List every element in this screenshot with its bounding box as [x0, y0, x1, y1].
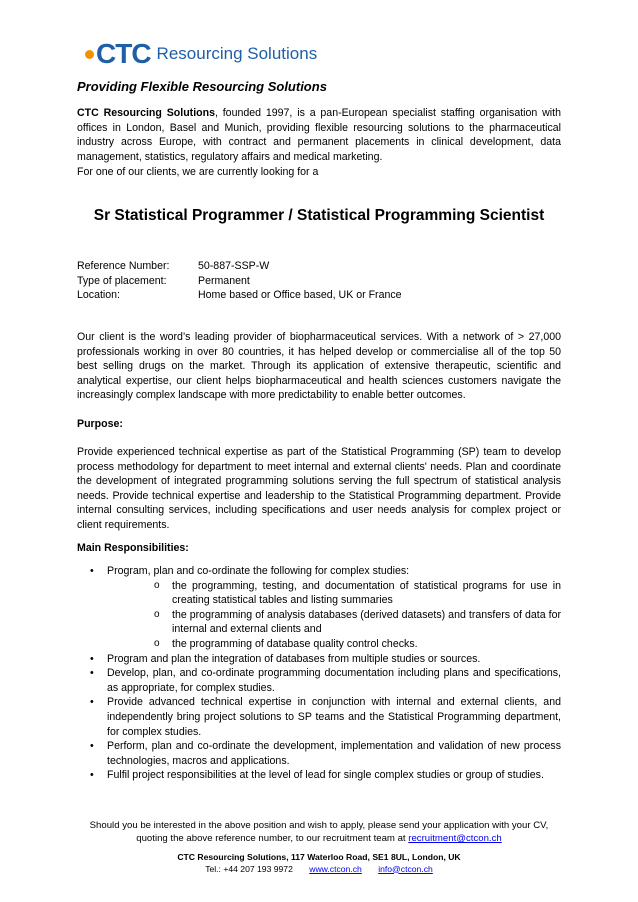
intro-paragraph — [77, 106, 561, 164]
bullet-icon: • — [90, 565, 94, 577]
client-description: Our client is the word’s leading provider of biopharmaceutical services. With a network of > 27,000 professionals working in over 80 countries, it has helped develop or commercialise all of the top 50 best selling drugs on the market. Through its application of extensive therapeutic, scientific and analytical expertise, our client helps biopharmaceutical and health sciences customers navigate the increasingly complex landscape with more predictability to enable better outcomes. — [77, 331, 561, 402]
bullet-icon: • — [90, 667, 94, 680]
list-item-text: Perform, plan and co-ordinate the development, implementation and validation of new process technologies, macros and applications. — [107, 740, 561, 767]
address-footer — [0, 852, 638, 875]
reference-row — [77, 259, 402, 274]
info-email-link[interactable]: info@ctcon.ch — [378, 863, 433, 874]
purpose-text: Provide experienced technical expertise as part of the Statistical Programming (SP) team to develop process methodology for department to meet internal and external clients' needs. Plan and coordinate the development of integrated programming solutions serving the full spectrum of statistical analysis needs. Provide technical expertise and leadership to the Statistical Programming department. Provide internal consulting services, including specifications and user needs analysis for complex project or client requirements. — [77, 446, 561, 531]
reference-label: Type of placement: — [77, 274, 167, 287]
reference-label: Location: — [77, 289, 120, 302]
recruitment-email-link[interactable]: recruitment@ctcon.ch — [408, 833, 502, 844]
sub-item-text: the programming of database quality control checks. — [172, 637, 418, 650]
list-item-text: Fulfil project responsibilities at the level of lead for single complex studies or group of studies. — [107, 769, 544, 782]
tagline: Providing Flexible Resourcing Solutions — [77, 79, 327, 94]
sub-list-item — [77, 608, 561, 637]
reference-table — [77, 259, 402, 303]
reference-value: Home based or Office based, UK or France — [198, 289, 402, 302]
intro-text: , founded 1997, is a pan-European specialist staffing organisation with offices in London, Basel and Munich, providing flexible resourcing solutions to the pharmaceutical industry across Europe, with contract and permanent placements in clinical development, data management, statistics, regulatory affairs and medical marketing. — [77, 107, 561, 163]
list-item-text: Provide advanced technical expertise in conjunction with internal and external clients, and independently bring project solutions to SP teams and the Statistical Programming department, for complex studies. — [107, 696, 561, 738]
bullet-icon: • — [90, 769, 94, 782]
bullet-icon: • — [90, 696, 94, 709]
list-item — [77, 739, 561, 768]
logo-subtitle: Resourcing Solutions — [156, 44, 318, 63]
reference-row — [77, 274, 402, 289]
apply-footer — [77, 819, 561, 845]
website-link[interactable]: www.ctcon.ch — [309, 863, 362, 874]
responsibilities-list — [77, 564, 561, 783]
list-item — [77, 695, 561, 739]
sub-list-item — [77, 579, 561, 608]
bullet-icon: • — [90, 740, 94, 753]
list-item-text: Program, plan and co-ordinate the following for complex studies: — [107, 565, 410, 577]
list-item — [77, 652, 561, 667]
reference-value: 50-887-SSP-W — [198, 260, 270, 272]
sub-list-container — [77, 579, 561, 652]
job-title: Sr Statistical Programmer / Statistical Programming Scientist — [93, 207, 545, 224]
bullet-icon: • — [90, 652, 94, 665]
apply-text: Should you be interested in the above position and wish to apply, please send your application with your CV, quoting the above reference number, to our recruitment team at — [89, 820, 549, 844]
list-item — [77, 564, 561, 579]
circle-bullet-icon: o — [154, 637, 160, 649]
sub-list-item — [77, 637, 561, 652]
circle-bullet-icon: o — [154, 579, 160, 591]
logo-dot-icon — [85, 50, 94, 59]
logo-brand: CTC — [96, 38, 151, 69]
reference-label: Reference Number: — [77, 260, 170, 272]
sub-item-text: the programming of analysis databases (derived datasets) and transfers of data for internal and external clients and — [172, 608, 561, 636]
company-logo — [85, 38, 318, 69]
contact-line — [0, 864, 638, 876]
responsibilities-heading: Main Responsibilities: — [77, 542, 189, 554]
list-item-text: Program and plan the integration of databases from multiple studies or sources. — [107, 652, 481, 665]
list-item — [77, 768, 561, 783]
list-item — [77, 666, 561, 695]
reference-value: Permanent — [198, 274, 250, 287]
list-item-text: Develop, plan, and co-ordinate programming documentation including plans and specifications, as appropriate, for complex studies. — [107, 667, 561, 694]
intro-lead: For one of our clients, we are currently looking for a — [77, 166, 319, 178]
telephone: Tel.: +44 207 193 9972 — [205, 863, 293, 874]
reference-row — [77, 288, 402, 303]
sub-item-text: the programming, testing, and documentation of statistical programs for use in creating statistical tables and listing summaries — [172, 579, 561, 607]
company-address: CTC Resourcing Solutions, 117 Waterloo Road, SE1 8UL, London, UK — [177, 852, 461, 862]
purpose-heading: Purpose: — [77, 418, 123, 430]
intro-company: CTC Resourcing Solutions — [77, 107, 215, 119]
sub-list — [77, 579, 561, 652]
circle-bullet-icon: o — [154, 608, 160, 620]
